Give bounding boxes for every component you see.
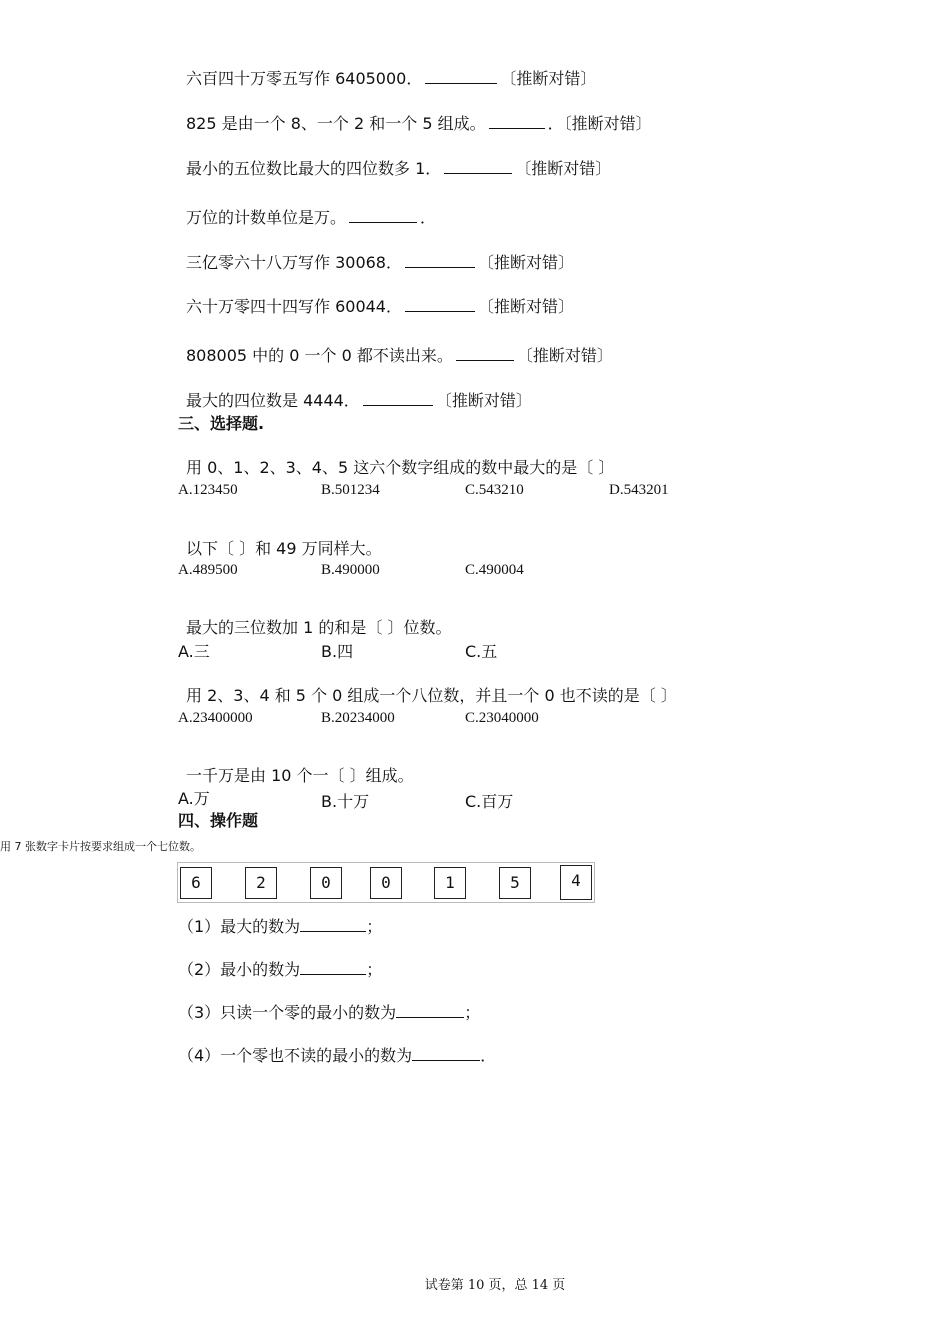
sub-question-1 <box>178 914 382 937</box>
digit-cards-strip <box>177 862 595 903</box>
choice-option[interactable]: B.490000 <box>321 562 380 578</box>
choice-option[interactable]: D.543201 <box>609 482 669 498</box>
judge-item-3-suffix: 〔推断对错〕 <box>515 159 612 178</box>
sub-question-2 <box>178 957 382 980</box>
judge-item-7 <box>186 343 613 366</box>
digit-card: 4 <box>560 865 592 900</box>
digit-card: 1 <box>434 867 466 899</box>
judge-item-4-suffix: ． <box>420 208 437 227</box>
sub-question-1-end: ； <box>366 917 383 936</box>
answer-blank[interactable] <box>300 919 366 932</box>
choice-item-3-stem: 最大的三位数加 1 的和是〔 〕位数。 <box>186 618 452 637</box>
choice-option[interactable]: A.123450 <box>178 482 238 498</box>
choice-option[interactable]: C.543210 <box>465 482 524 498</box>
choice-option[interactable]: C.五 <box>465 642 498 661</box>
answer-blank[interactable] <box>456 348 514 361</box>
choice-option[interactable]: B.501234 <box>321 482 380 498</box>
judge-item-3-stem: 最小的五位数比最大的四位数多 1． <box>186 159 442 178</box>
sub-question-3-text: （3）只读一个零的最小的数为 <box>178 1003 397 1022</box>
judge-item-5-stem: 三亿零六十八万写作 30068． <box>186 253 402 272</box>
answer-blank[interactable] <box>425 71 497 84</box>
answer-blank[interactable] <box>444 161 512 174</box>
choice-option[interactable]: C.490004 <box>465 562 524 578</box>
choice-option[interactable]: C.23040000 <box>465 710 539 726</box>
judge-item-2-stem: 825 是由一个 8、一个 2 和一个 5 组成。 <box>186 114 486 133</box>
operation-intro: 用 7 张数字卡片按要求组成一个七位数。 <box>0 840 201 853</box>
answer-blank[interactable] <box>300 962 366 975</box>
judge-item-2 <box>186 111 652 134</box>
choice-option[interactable]: A.万 <box>178 789 210 808</box>
choice-option[interactable]: C.百万 <box>465 792 514 811</box>
judge-item-8-suffix: 〔推断对错〕 <box>435 391 532 410</box>
choice-item-4-stem: 用 2、3、4 和 5 个 0 组成一个八位数，并且一个 0 也不读的是〔 〕 <box>186 686 677 705</box>
digit-card: 6 <box>180 867 212 899</box>
sub-question-3-end: ； <box>464 1003 481 1022</box>
choice-option[interactable]: A.489500 <box>178 562 238 578</box>
choice-item-1-stem: 用 0、1、2、3、4、5 这六个数字组成的数中最大的是〔 〕 <box>186 458 615 477</box>
sub-question-2-text: （2）最小的数为 <box>178 960 301 979</box>
judge-item-6 <box>186 294 574 317</box>
answer-blank[interactable] <box>396 1005 464 1018</box>
choice-option[interactable]: A.23400000 <box>178 710 253 726</box>
judge-item-7-suffix: 〔推断对错〕 <box>516 346 613 365</box>
answer-blank[interactable] <box>405 255 475 268</box>
answer-blank[interactable] <box>405 299 475 312</box>
judge-item-3 <box>186 156 611 179</box>
choice-item-2-stem: 以下〔 〕和 49 万同样大。 <box>186 539 382 558</box>
choice-option[interactable]: A.三 <box>178 642 210 661</box>
sub-question-4-end: ． <box>480 1046 497 1065</box>
choice-item-5-stem: 一千万是由 10 个一〔 〕组成。 <box>186 766 414 785</box>
judge-item-4 <box>186 205 436 228</box>
choice-option[interactable]: B.四 <box>321 642 354 661</box>
digit-card: 2 <box>245 867 277 899</box>
judge-item-1-stem: 六百四十万零五写作 6405000． <box>186 69 423 88</box>
sub-question-1-text: （1）最大的数为 <box>178 917 301 936</box>
judge-item-2-suffix: ．〔推断对错〕 <box>547 114 652 133</box>
page-footer: 试卷第 10 页，总 14 页 <box>424 1278 566 1293</box>
judge-item-8-stem: 最大的四位数是 4444． <box>186 391 360 410</box>
judge-item-4-stem: 万位的计数单位是万。 <box>186 208 347 227</box>
sub-question-4 <box>178 1043 496 1066</box>
judge-item-6-suffix: 〔推断对错〕 <box>478 297 575 316</box>
judge-item-5-suffix: 〔推断对错〕 <box>478 253 575 272</box>
judge-item-8 <box>186 388 532 411</box>
judge-item-6-stem: 六十万零四十四写作 60044． <box>186 297 402 316</box>
choice-option[interactable]: B.20234000 <box>321 710 395 726</box>
answer-blank[interactable] <box>412 1048 480 1061</box>
section-title-choice: 三、选择题. <box>178 414 265 433</box>
judge-item-1-suffix: 〔推断对错〕 <box>500 69 597 88</box>
sub-question-3 <box>178 1000 480 1023</box>
answer-blank[interactable] <box>349 210 417 223</box>
sub-question-4-text: （4）一个零也不读的最小的数为 <box>178 1046 413 1065</box>
digit-card: 0 <box>370 867 402 899</box>
answer-blank[interactable] <box>363 393 433 406</box>
digit-card: 0 <box>310 867 342 899</box>
judge-item-1 <box>186 66 596 89</box>
digit-card: 5 <box>499 867 531 899</box>
choice-option[interactable]: B.十万 <box>321 792 370 811</box>
sub-question-2-end: ； <box>366 960 383 979</box>
answer-blank[interactable] <box>489 116 545 129</box>
judge-item-5 <box>186 250 574 273</box>
judge-item-7-stem: 808005 中的 0 一个 0 都不读出来。 <box>186 346 453 365</box>
section-title-operation: 四、操作题 <box>178 811 259 830</box>
